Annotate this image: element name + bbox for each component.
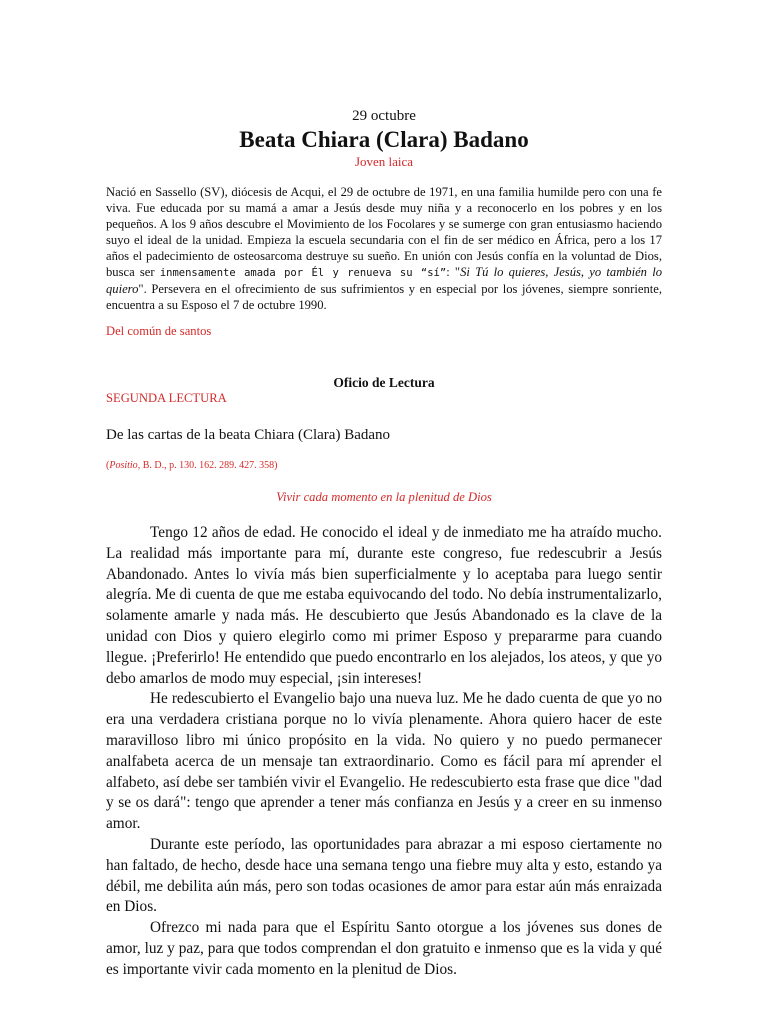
letter-paragraph: Tengo 12 años de edad. He conocido el ideal y de inmediato me ha atraído mucho. La realidad más importante para mí, durante este congreso, fue redescubrir a Jesús Abandonado. Antes lo vivía más bien superficialmente y lo aceptaba para luego sentir alegría. Me di cuenta de que me estaba equivocando del todo. No debía instrumentalizarlo, solamente amarle y nada más. He descubierto que Jesús Abandonado es la clave de la unidad con Dios y quiero elegirlo como mi primer Esposo y prepararme para cuando llegue. ¡Preferirlo! He entendido que puedo encontrarlo en los alejados, los ateos, y que yo debo amarlos de modo muy especial, ¡sin intereses! <box>106 524 662 687</box>
common-of-saints-label: Del común de santos <box>106 324 212 338</box>
page-subtitle: Joven laica <box>354 154 414 169</box>
bio-mono-text: inmensamente amada por Él y renueva su “sí” <box>159 267 447 279</box>
bio-separator: : " <box>446 265 461 279</box>
bio-text-2: ". Persevera en el ofrecimiento de sus sufrimientos y en especial por los jóvenes, siempre sonriente, encuentra a su Esposo el 7 de octubre 1990. <box>106 282 662 312</box>
reference-open-paren: ( <box>106 460 110 471</box>
reference-positio: Positio <box>109 460 138 471</box>
bio-text-1: Nació en Sassello (SV), diócesis de Acqui, el 29 de octubre de 1971, en una familia humilde pero con una fe viva. Fue educada por su mamá a amar a Jesús desde muy niña y a reconocerlo en los pobres y en los pequeños. A los 9 años descubre el Movimiento de los Focolares y se sumerge con gran entusiasmo haciendo suyo el ideal de la unidad. Empieza la escuela secundaria con el fin de ser médico en África, pero a los 17 años el padecimiento de osteosarcoma destruye su sueño. En unión con Jesús confía en la voluntad de Dios, busca ser <box>106 185 662 279</box>
reading-title: Vivir cada momento en la plenitud de Dios <box>276 490 492 504</box>
page-title: Beata Chiara (Clara) Badano <box>239 127 529 152</box>
reading-source: De las cartas de la beata Chiara (Clara) Badano <box>106 427 391 443</box>
reading-reference <box>106 460 277 471</box>
office-heading: Oficio de Lectura <box>333 375 435 390</box>
letter-body <box>106 523 662 981</box>
biography-paragraph <box>106 184 662 313</box>
letter-paragraph: He redescubierto el Evangelio bajo una nueva luz. Me he dado cuenta de que yo no era una verdadera cristiana porque no lo vivía plenamente. Ahora quiero hacer de este maravilloso libro mi único propósito en la vida. No quiero y no puedo permanecer analfabeta acerca de un mensaje tan extraordinario. Como es fácil para mí aprender el alfabeto, así debe ser también vivir el Evangelio. He redescubierto esta frase que dice "dad y se os dará": tengo que aprender a tener más confianza en Jesús y a creer en su inmenso amor. <box>106 690 662 833</box>
second-reading-label: SEGUNDA LECTURA <box>106 391 227 405</box>
reference-pages: , B. D., p. 130. 162. 289. 427. 358) <box>137 460 278 471</box>
letter-paragraph: Durante este período, las oportunidades para abrazar a mi esposo ciertamente no han faltado, de hecho, desde hace una semana tengo una fiebre muy alta y esto, estando ya débil, me debilita aún más, pero son todas ocasiones de amor para estar aún más enraizada en Dios. <box>106 835 662 916</box>
feast-date: 29 octubre <box>352 108 416 124</box>
bio-quote: Si Tú lo quieres, Jesús, yo también lo quiero <box>106 265 662 296</box>
letter-paragraph: Ofrezco mi nada para que el Espíritu Santo otorgue a los jóvenes sus dones de amor, luz y paz, para que todos comprendan el don gratuito e inmenso que es la vida y qué es importante vivir cada momento en la plenitud de Dios. <box>106 919 662 978</box>
